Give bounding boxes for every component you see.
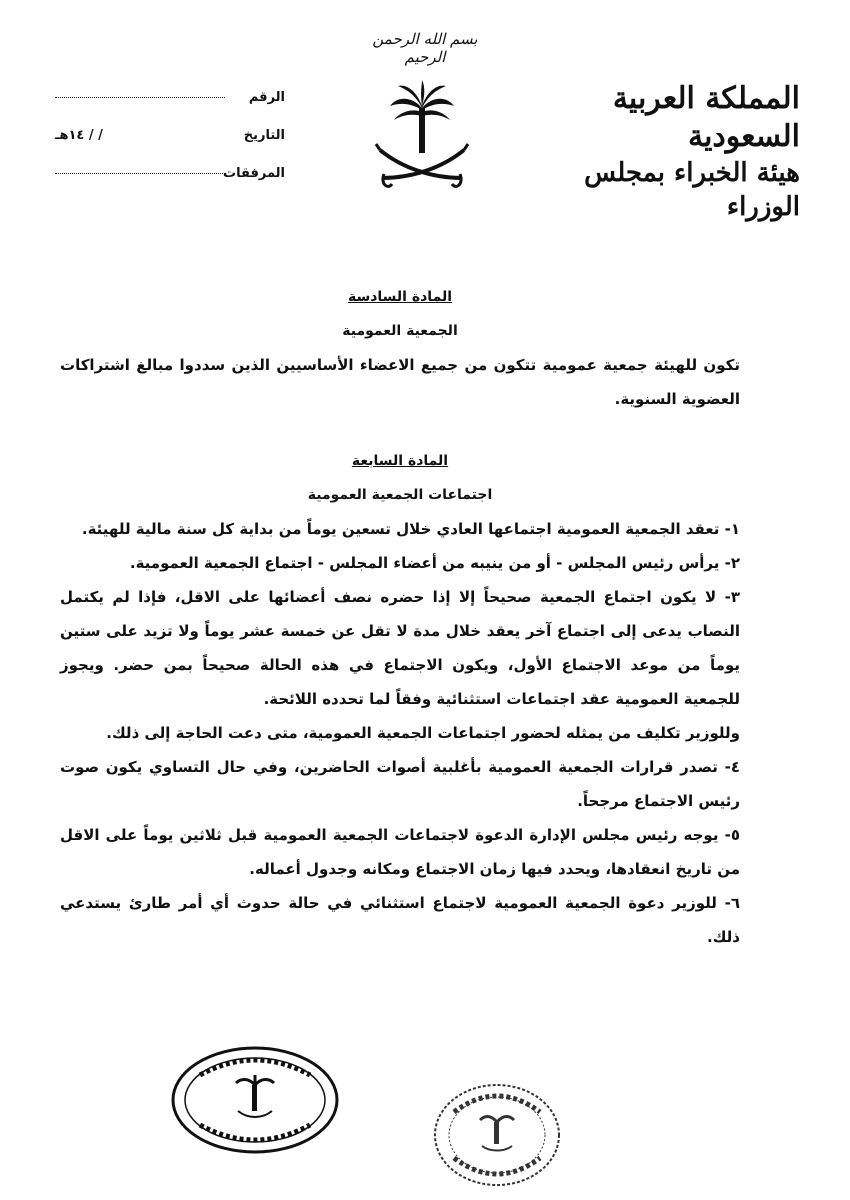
ref-row: [45, 78, 285, 116]
document-body: [60, 280, 740, 954]
article7-item-5: ٥- يوجه رئيس مجلس الإدارة الدعوة لاجتماعات الجمعية العمومية قبل ثلاثين يوماً على الاقل من تاريخ انعقادها، ويحدد فيها زمان الاجتماع ومكانه وجدول أعماله.: [60, 826, 740, 878]
article7-minister-note: وللوزير تكليف من يمثله لحضور اجتماعات الجمعية العمومية، متى دعت الحاجة إلى ذلك.: [106, 724, 740, 742]
official-stamp-1: [170, 1045, 340, 1155]
article7-title: المادة السابعة: [351, 453, 449, 469]
official-stamp-2: [432, 1080, 562, 1190]
reference-block: [45, 78, 285, 192]
date-value: / / ١٤هـ: [55, 127, 103, 143]
ref-label: الرقم: [248, 89, 285, 105]
org-name-line2: هيئة الخبراء بمجلس الوزراء: [584, 158, 800, 222]
org-name-line1: المملكة العربية السعودية: [612, 81, 800, 154]
article7-item-6: ٦- للوزير دعوة الجمعية العمومية لاجتماع استثنائي في حالة حدوث أي أمر طارئ يستدعي ذلك.: [60, 894, 740, 946]
article6-subtitle: الجمعية العمومية: [342, 323, 458, 339]
attachments-line: [55, 172, 225, 174]
organization-header: [510, 80, 800, 224]
attachments-label: المرفقات: [223, 165, 285, 181]
article7-subtitle: اجتماعات الجمعية العمومية: [307, 487, 493, 503]
article7-item-2: ٢- يرأس رئيس المجلس - أو من ينيبه من أعضاء المجلس - اجتماع الجمعية العمومية.: [129, 554, 740, 572]
date-label: التاريخ: [243, 127, 285, 143]
article6-text: تكون للهيئة جمعية عمومية تتكون من جميع الاعضاء الأساسيين الذين سددوا مبالغ اشتراكات العضوية السنوية.: [60, 356, 740, 408]
saudi-emblem-icon: [372, 78, 472, 198]
article7-item-3: ٣- لا يكون اجتماع الجمعية صحيحاً إلا إذا حضره نصف أعضائها على الاقل، فإذا لم يكتمل النصاب يدعى إلى اجتماع آخر يعقد خلال مدة لا تقل عن خمسة عشر يوماً ولا تزيد على ستين يوماً من موعد الاجتماع الأول، ويكون الاجتماع في هذه الحالة صحيحاً بمن حضر. ويجوز للجمعية العمومية عقد اجتماعات استثنائية وفقاً لما تحدده اللائحة.: [60, 588, 740, 708]
attachments-row: [45, 154, 285, 192]
date-row: [45, 116, 285, 154]
article7-item-4: ٤- تصدر قرارات الجمعية العمومية بأغلبية أصوات الحاضرين، وفي حال التساوي يكون صوت رئيس الاجتماع مرجحاً.: [60, 758, 740, 810]
article6-title: المادة السادسة: [347, 289, 453, 305]
article7-item-1: ١- تعقد الجمعية العمومية اجتماعها العادي خلال تسعين يوماً من بداية كل سنة مالية للهيئة.: [81, 520, 740, 538]
basmala: بسم الله الرحمن الرحيم: [372, 30, 478, 66]
ref-line: [55, 96, 225, 98]
